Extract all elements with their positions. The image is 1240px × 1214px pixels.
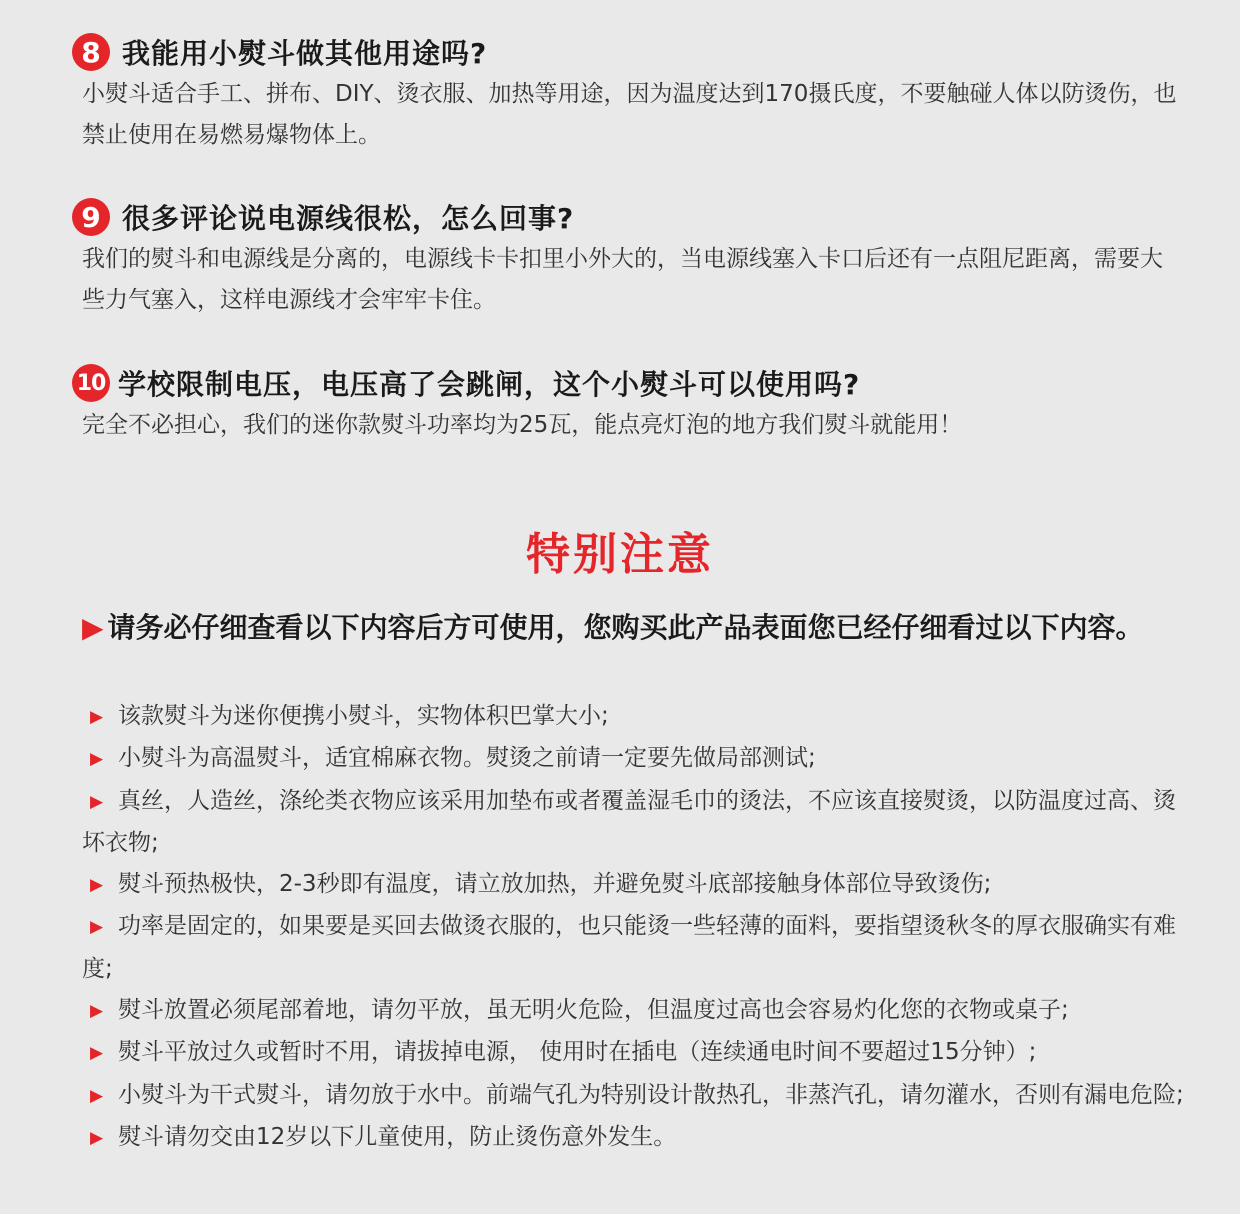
faq-answer: 完全不必担心，我们的迷你款熨斗功率均为25瓦，能点亮灯泡的地方我们熨斗就能用！ xyxy=(82,412,963,438)
list-item-text: 小熨斗为干式熨斗，请勿放于水中。前端气孔为特别设计散热孔，非蒸汽孔，请勿灌水，否则有漏电危险; xyxy=(118,1081,1184,1108)
list-item-text: 熨斗预热极快，2-3秒即有温度，请立放加热，并避免熨斗底部接触身体部位导致烫伤; xyxy=(118,871,992,898)
list-item-text: 该款熨斗为迷你便携小熨斗，实物体积巴掌大小; xyxy=(118,703,609,729)
notice-lead xyxy=(82,606,1192,650)
faq-question-row xyxy=(72,361,1192,405)
bullet-arrow-icon: ▶ xyxy=(90,1001,104,1022)
list-item xyxy=(82,696,1192,738)
faq-item-8 xyxy=(72,30,1192,156)
faq-answer: 我们的熨斗和电源线是分离的，电源线卡卡扣里小外大的，当电源线塞入卡口后还有一点阻尼距离，需要大些力气塞入，这样电源线才会牢牢卡住。 xyxy=(82,246,1163,313)
notice-lead-text: 请务必仔细查看以下内容后方可使用，您购买此产品表面您已经仔细看过以下内容。 xyxy=(107,611,1144,644)
bullet-arrow-icon: ▶ xyxy=(90,707,104,727)
faq-question: 学校限制电压，电压高了会跳闸，这个小熨斗可以使用吗? xyxy=(118,368,861,401)
list-item xyxy=(82,864,1192,906)
list-item xyxy=(82,990,1192,1032)
faq-question: 很多评论说电源线很松，怎么回事? xyxy=(122,202,575,235)
bullet-arrow-icon: ▶ xyxy=(90,1085,104,1106)
list-item xyxy=(82,781,1192,865)
number-badge: 10 xyxy=(72,364,110,402)
play-arrow-icon: ▶ xyxy=(82,611,104,644)
bullet-arrow-icon: ▶ xyxy=(90,1127,104,1148)
list-item-text: 熨斗请勿交由12岁以下儿童使用，防止烫伤意外发生。 xyxy=(118,1123,677,1150)
list-item xyxy=(82,1032,1192,1074)
list-item-text: 熨斗放置必须尾部着地，请勿平放，虽无明火危险，但温度过高也会容易灼化您的衣物或桌子; xyxy=(118,997,1069,1024)
bullet-arrow-icon: ▶ xyxy=(90,791,104,812)
list-item-text: 真丝，人造丝，涤纶类衣物应该采用加垫布或者覆盖湿毛巾的烫法，不应该直接熨烫，以防温度过高、烫坏衣物; xyxy=(82,787,1176,856)
faq-question: 我能用小熨斗做其他用途吗? xyxy=(122,37,488,70)
list-item-text: 功率是固定的，如果要是买回去做烫衣服的，也只能烫一些轻薄的面料，要指望烫秋冬的厚衣服确实有难度; xyxy=(82,913,1176,982)
bullet-arrow-icon: ▶ xyxy=(90,917,104,938)
faq-item-9 xyxy=(72,195,1192,321)
number-badge: 8 xyxy=(72,33,110,71)
faq-question-row xyxy=(72,195,1192,239)
bullet-arrow-icon: ▶ xyxy=(90,749,104,770)
special-notice-title: 特别注意 xyxy=(526,529,714,580)
list-item xyxy=(82,738,1192,780)
number-badge: 9 xyxy=(72,198,110,236)
list-item-text: 小熨斗为高温熨斗，适宜棉麻衣物。熨烫之前请一定要先做局部测试; xyxy=(118,745,816,772)
notice-list xyxy=(82,696,1192,1159)
list-item-text: 熨斗平放过久或暂时不用，请拔掉电源， 使用时在插电（连续通电时间不要超过15分钟）; xyxy=(118,1039,1037,1066)
list-item xyxy=(82,1075,1192,1117)
bullet-arrow-icon: ▶ xyxy=(90,875,104,896)
bullet-arrow-icon: ▶ xyxy=(90,1043,104,1064)
faq-question-row xyxy=(72,30,1192,74)
list-item xyxy=(82,1117,1192,1159)
faq-item-10 xyxy=(72,361,1192,446)
list-item xyxy=(82,906,1192,990)
faq-answer: 小熨斗适合手工、拼布、DIY、烫衣服、加热等用途，因为温度达到170摄氏度，不要触碰人体以防烫伤，也禁止使用在易燃易爆物体上。 xyxy=(82,81,1177,148)
